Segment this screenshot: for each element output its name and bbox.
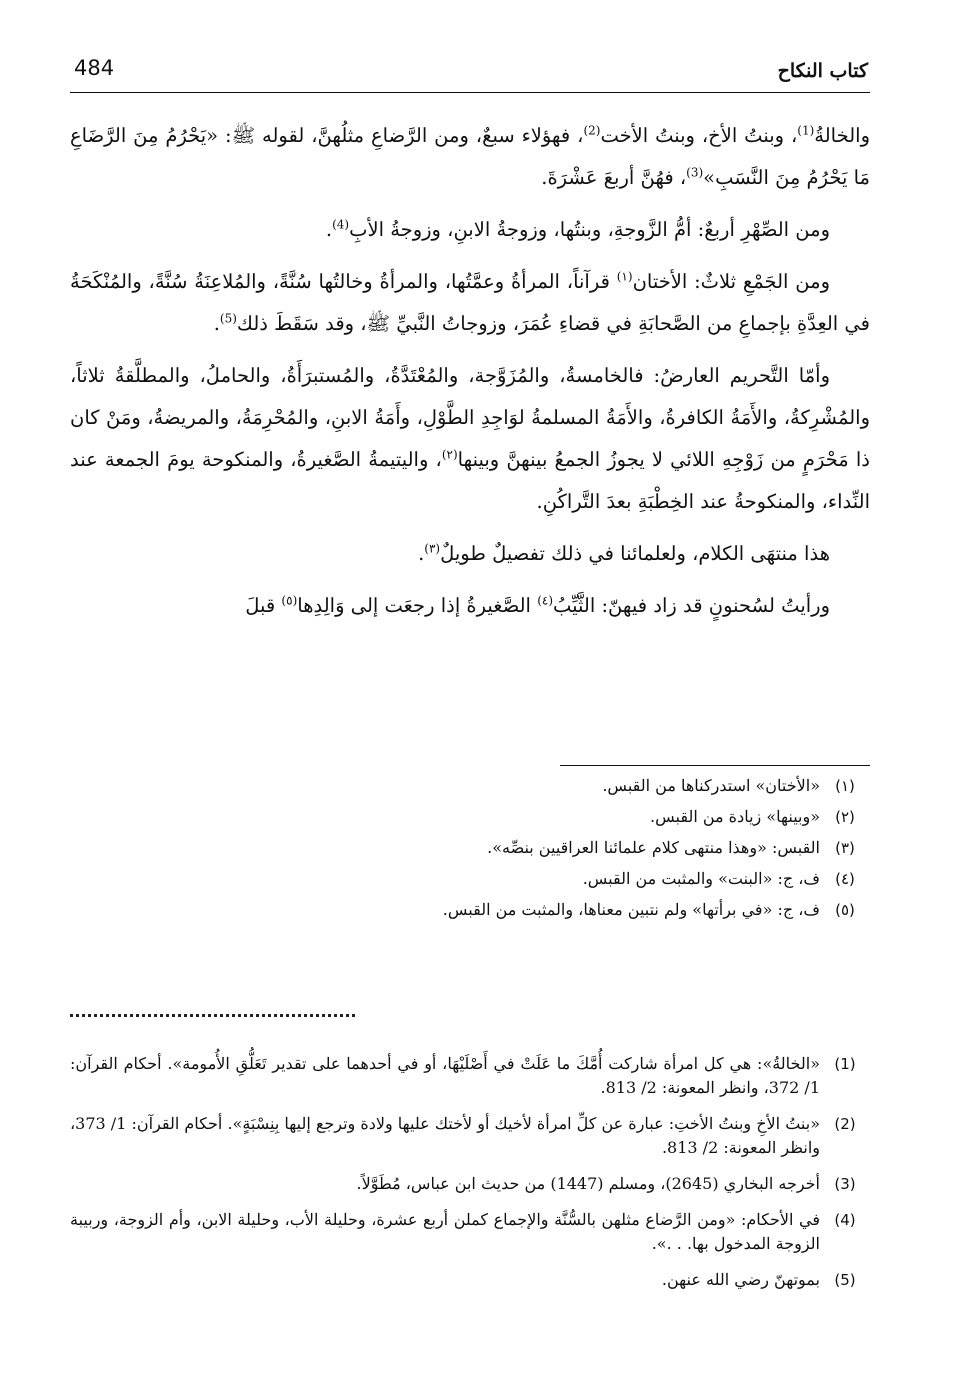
text-run: ، فهُنَّ أربعَ عَشْرَةَ. — [541, 166, 687, 189]
text-run: . — [325, 218, 333, 241]
text-run: وأمّا التَّحريم العارضُ: فالخامسةُ، والمُزَوَّجة، والمُعْتَدَّةُ، والمُستبرَأَةُ، والحاملُ، والمطلَّقةُ ثلاثاً، والمُشْرِكةُ، والأَمَةُ الكافرةُ، والأَمَةُ المسلمةُ لوَاجِدِ الطَّوْلِ، وأَمَةُ الابنِ، والمُحْرِمَةُ، والمريضةُ، ومَنْ كان ذا مَحْرَمٍ من زَوْجِهِ اللائي لا يجوزُ الجمعُ بينهنَّ وبينها — [70, 364, 870, 471]
paragraph — [70, 209, 870, 251]
footnote — [70, 1172, 870, 1196]
text-run: . — [213, 312, 220, 335]
footnote-ref: (4) — [332, 217, 350, 232]
footnote-number: (٣) — [835, 839, 855, 857]
paragraph — [70, 355, 870, 523]
footnote-text: أخرجه البخاري (2645)، ومسلم (1447) من حديث ابن عباس، مُطَوَّلاً. — [356, 1174, 820, 1193]
footnote-text: ف، ج: «في برأتها» ولم نتبين معناها، والمثبت من القبس. — [442, 900, 820, 919]
footnote-number: (3) — [834, 1175, 856, 1193]
text-run: هذا منتهَى الكلام، ولعلمائنا في ذلك تفصيلٌ طويلٌ — [440, 542, 830, 565]
book-title: كتاب النكاح — [777, 60, 868, 82]
footnote-text: «وبينها» زيادة من القبس. — [650, 807, 820, 826]
footnote-text: «الخالةُ»: هي كل امرأة شاركت أُمَّكَ ما عَلَتْ في أَصْلَيْهَا، أو في أحدهما على تقدير تَعَلُّقِ الأُمومة». أحكام القرآن: 1/ 372، وانظر المعونة: 2/ 813. — [70, 1054, 820, 1097]
footnote-ref: (٣) — [424, 541, 441, 556]
footnote-text: «بنتُ الأخِ وبنتُ الأختِ: عبارة عن كلِّ امرأة لأخيك أو لأختك عليها ولادة وترجع إليها بِنِسْبَةٍ». أحكام القرآن: 1/ 373، وانظر المعونة: 2/ 813. — [70, 1114, 820, 1157]
footnote — [70, 806, 870, 828]
footnote — [70, 899, 870, 921]
footnote-text: القبس: «وهذا منتهى كلام علمائنا العراقيين بنصِّه». — [487, 838, 820, 857]
footnote-text: «الأختان» استدركناها من القبس. — [602, 776, 820, 795]
footnote-number: (٤) — [835, 870, 855, 888]
footnote-number: (٢) — [835, 808, 855, 826]
text-run: ومن الصِّهْرِ أربعٌ: أمُّ الزَّوجةِ، وبنتُها، وزوجةُ الابنِ، وزوجةُ الأبِ — [349, 218, 830, 241]
footnote-rule — [560, 765, 870, 766]
author-footnotes — [70, 1040, 870, 1292]
text-run: ومن الجَمْعِ ثلاثٌ: الأختان — [632, 270, 830, 293]
text-run: ، واليتيمةُ الصَّغيرةُ، والمنكوحة يومَ الجمعة عند النِّداء، والمنكوحةُ عند الخِطْبَةِ بعدَ التَّراكُنِ. — [70, 448, 870, 513]
footnote-number: (5) — [834, 1271, 856, 1289]
footnote-number: (1) — [834, 1055, 856, 1073]
main-text — [70, 115, 870, 627]
footnote — [70, 868, 870, 890]
text-run: والخالةُ — [814, 124, 870, 147]
book-page — [70, 48, 870, 1348]
footnote — [70, 775, 870, 797]
footnote-number: (١) — [835, 777, 855, 795]
footnote — [70, 1112, 870, 1160]
footnote-ref: (2) — [583, 123, 601, 138]
page-number: 484 — [74, 56, 115, 80]
dotted-separator — [70, 1014, 355, 1017]
footnote-ref: (5) — [219, 311, 237, 326]
footnote — [70, 1052, 870, 1100]
text-run: الصَّغيرةُ إذا رجعَت إلى وَالِدِها — [297, 594, 538, 617]
running-header — [70, 48, 870, 93]
paragraph — [70, 115, 870, 199]
footnote-number: (٥) — [835, 901, 855, 919]
text-run: قرآناً، المرأةُ وعمَّتُها، والمرأةُ وخالتُها سُنَّةً، والمُلاعِنَةُ سُنَّةً، والمُنْكَحَةُ في العِدَّةِ بإجماعِ من الصَّحابَةِ في قضاءِ عُمَرَ، وزوجاتُ النَّبيِّ ﷺ، وقد سَقَطَ ذلك — [70, 270, 870, 335]
footnote-text: بموتهنّ رضي الله عنهن. — [661, 1270, 820, 1289]
footnote — [70, 1268, 870, 1292]
footnote-text: في الأحكام: «ومن الرَّضاع مثلهن بالسُّنَّة والإجماع كملن أربع عشرة، وحليلة الأب، وحليلة الابن، وأم الزوجة، وربيبة الزوجة المدخول بها. . .». — [70, 1210, 820, 1253]
footnote-ref: (٢) — [441, 447, 458, 462]
footnote — [70, 1208, 870, 1256]
editor-footnotes — [70, 765, 870, 921]
text-run: ورأيتُ لسُحنونٍ قد زاد فيهنّ: الثَّيِّبُ — [553, 594, 830, 617]
paragraph — [70, 585, 870, 627]
footnote-number: (4) — [834, 1211, 856, 1229]
paragraph — [70, 261, 870, 345]
footnote — [70, 837, 870, 859]
text-run: ، وبنتُ الأخ، وبنتُ الأخت — [600, 124, 798, 147]
footnote-ref: (3) — [686, 165, 704, 180]
footnote-ref: (٥) — [281, 593, 298, 608]
footnote-text: ف، ج: «البنت» والمثبت من القبس. — [582, 869, 820, 888]
footnote-ref: (١) — [616, 269, 633, 284]
text-run: . — [418, 542, 425, 565]
footnote-ref: (٤) — [537, 593, 554, 608]
text-run: قبلَ — [245, 594, 282, 617]
paragraph — [70, 533, 870, 575]
footnote-ref: (1) — [797, 123, 815, 138]
footnote-number: (2) — [834, 1115, 856, 1133]
text-run: ، فهؤلاء سبعٌ، ومن الرَّضاعِ مثلُهنَّ، لقوله ﷺ: «يَحْرُمُ مِنَ الرَّضَاعِ مَا يَحْرُمُ مِنَ النَّسَبِ» — [70, 124, 870, 189]
